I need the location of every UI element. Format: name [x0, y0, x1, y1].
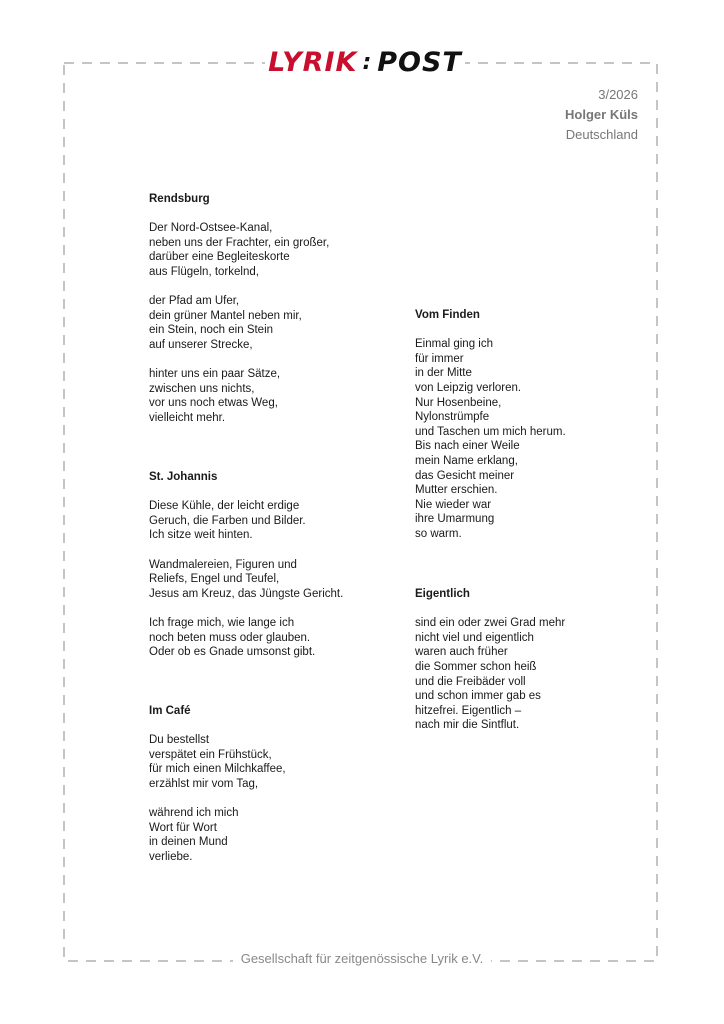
poem-line: verliebe. — [149, 850, 193, 863]
poem-line: darüber eine Begleiteskorte — [149, 251, 290, 264]
poem-line: Nur Hosenbeine, — [415, 396, 502, 409]
poem-line: neben uns der Frachter, ein großer, — [149, 236, 330, 249]
stanza — [149, 367, 329, 425]
poem-line: Nylonstrümpfe — [415, 411, 490, 424]
stanza — [149, 616, 343, 660]
poem-line: die Sommer schon heiß — [415, 660, 537, 673]
poem-line: vor uns noch etwas Weg, — [149, 397, 278, 410]
poem-vom-finden — [415, 308, 566, 542]
poem-line: Du bestellst — [149, 734, 210, 747]
poem-line: für immer — [415, 352, 464, 365]
author-country: Deutschland — [565, 127, 638, 142]
poem-rendsburg — [149, 192, 329, 426]
poem-line: ihre Umarmung — [415, 513, 495, 526]
poem-line: für mich einen Milchkaffee, — [149, 763, 286, 776]
poem-line: in der Mitte — [415, 367, 472, 380]
poem-line: Geruch, die Farben und Bilder. — [149, 514, 306, 527]
poem-line: während ich mich — [149, 807, 239, 820]
logo-separator: : — [362, 49, 373, 75]
poem-line: hitzefrei. Eigentlich – — [415, 704, 522, 717]
poem-line: so warm. — [415, 527, 462, 540]
poem-line: der Pfad am Ufer, — [149, 295, 240, 308]
stanza — [149, 558, 343, 602]
poem-line: Oder ob es Gnade umsonst gibt. — [149, 646, 316, 659]
poem-title: St. Johannis — [149, 471, 218, 483]
poem-line: und Taschen um mich herum. — [415, 425, 566, 438]
poem-line: und schon immer gab es — [415, 690, 541, 703]
poem-title: Vom Finden — [415, 309, 480, 321]
stanza — [149, 221, 329, 279]
footer — [0, 951, 724, 966]
stanza — [149, 806, 286, 864]
poem-title: Rendsburg — [149, 193, 210, 205]
poem-line: Diese Kühle, der leicht erdige — [149, 500, 300, 513]
issue-meta — [565, 85, 638, 145]
poem-line: Mutter erschien. — [415, 484, 498, 497]
poem-title: Eigentlich — [415, 588, 470, 600]
poem-line: dein grüner Mantel neben mir, — [149, 309, 302, 322]
poem-line: Ich sitze weit hinten. — [149, 529, 253, 542]
poem-line: Reliefs, Engel und Teufel, — [149, 573, 280, 586]
poem-line: Ich frage mich, wie lange ich — [149, 616, 295, 629]
poem-line: sind ein oder zwei Grad mehr — [415, 617, 566, 630]
poem-im-cafe — [149, 704, 286, 865]
poem-line: Der Nord-Ostsee-Kanal, — [149, 222, 273, 235]
footer-society: Gesellschaft für zeitgenössische Lyrik e.V. — [233, 951, 492, 966]
author-name: Holger Küls — [565, 107, 638, 122]
poem-line: nicht viel und eigentlich — [415, 631, 534, 644]
poem-line: vielleicht mehr. — [149, 411, 226, 424]
poem-line: Einmal ging ich — [415, 338, 493, 351]
lyrik-post-logo — [265, 45, 465, 79]
issue-number: 3/2026 — [598, 87, 638, 102]
poem-line: Jesus am Kreuz, das Jüngste Gericht. — [149, 587, 344, 600]
poem-line: nach mir die Sintflut. — [415, 719, 520, 732]
stanza — [149, 733, 286, 791]
poem-line: in deinen Mund — [149, 836, 228, 849]
poem-line: waren auch früher — [415, 646, 508, 659]
poem-line: zwischen uns nichts, — [149, 382, 255, 395]
poem-line: das Gesicht meiner — [415, 469, 515, 482]
poem-line: auf unserer Strecke, — [149, 338, 253, 351]
poem-line: von Leipzig verloren. — [415, 381, 522, 394]
poem-line: Wandmalereien, Figuren und — [149, 558, 297, 571]
logo-post: POST — [377, 46, 462, 78]
stanza — [415, 337, 566, 541]
poem-title: Im Café — [149, 705, 191, 717]
poem-line: verspätet ein Frühstück, — [149, 748, 272, 761]
logo-lyrik: LYRIK — [268, 46, 358, 78]
poem-st-johannis — [149, 470, 343, 660]
poem-eigentlich — [415, 587, 565, 733]
poem-line: ein Stein, noch ein Stein — [149, 324, 274, 337]
stanza — [415, 616, 565, 733]
poem-line: Nie wieder war — [415, 498, 492, 511]
poem-line: Wort für Wort — [149, 821, 217, 834]
stanza — [149, 294, 329, 352]
poem-line: noch beten muss oder glauben. — [149, 631, 311, 644]
stanza — [149, 499, 343, 543]
poem-line: mein Name erklang, — [415, 454, 518, 467]
poem-line: aus Flügeln, torkelnd, — [149, 265, 259, 278]
poem-line: hinter uns ein paar Sätze, — [149, 368, 281, 381]
poem-line: Bis nach einer Weile — [415, 440, 520, 453]
poem-line: erzählst mir vom Tag, — [149, 777, 259, 790]
poem-line: und die Freibäder voll — [415, 675, 526, 688]
